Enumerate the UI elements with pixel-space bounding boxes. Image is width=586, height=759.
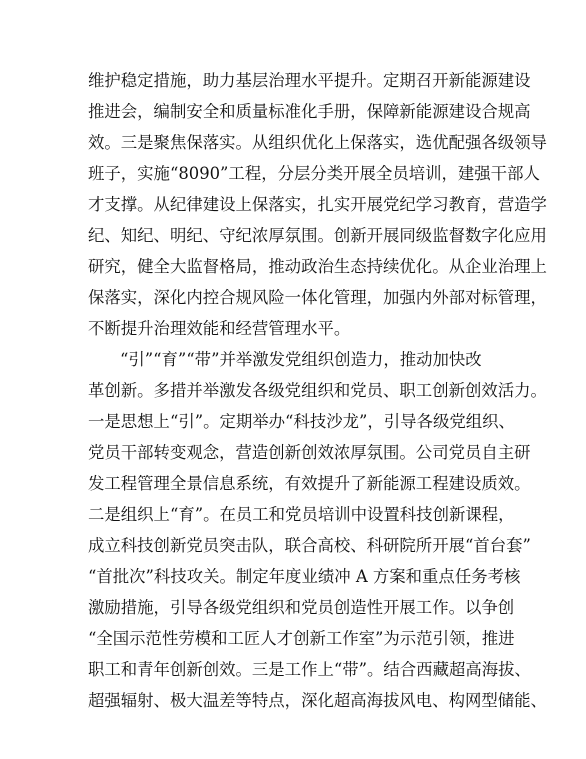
paragraph-line: 超强辐射、极大温差等特点，深化超高海拔风电、构网型储能、 [88, 691, 547, 710]
paragraph-line: 维护稳定措施，助力基层治理水平提升。定期召开新能源建设 [88, 71, 531, 90]
paragraph-line: 效。三是聚焦保落实。从组织优化上保落实，选优配强各级领导 [88, 133, 547, 152]
paragraph-line: “全国示范性劳模和工匠人才创新工作室”为示范引领，推进 [88, 629, 515, 648]
paragraph-line: 班子，实施“8090”工程，分层分类开展全员培训，建强干部人 [88, 164, 540, 183]
paragraph-line: 保落实，深化内控合规风险一体化管理，加强内外部对标管理， [88, 288, 547, 307]
paragraph-line: 党员干部转变观念，营造创新创效浓厚氛围。公司党员自主研 [88, 443, 531, 462]
paragraph-first-line: “引”“育”“带”并举激发党组织创造力，推动加快改 [120, 350, 482, 369]
paragraph-line: 纪、知纪、明纪、守纪浓厚氛围。创新开展同级监督数字化应用 [88, 226, 547, 245]
paragraph-line: 发工程管理全景信息系统，有效提升了新能源工程建设质效。 [88, 474, 531, 493]
paragraph-line: 革创新。多措并举激发各级党组织和党员、职工创新创效活力。 [88, 381, 547, 400]
paragraph-line: 不断提升治理效能和经营管理水平。 [88, 319, 351, 338]
paragraph-line: 二是组织上“育”。在员工和党员培训中设置科技创新课程， [88, 505, 515, 524]
paragraph-line: 职工和青年创新创效。三是工作上“带”。结合西藏超高海拔、 [88, 660, 531, 679]
paragraph-line: 一是思想上“引”。定期举办“科技沙龙”，引导各级党组织、 [88, 412, 515, 431]
paragraph-line: 激励措施，引导各级党组织和党员创造性开展工作。以争创 [88, 598, 515, 617]
paragraph-line: 才支撑。从纪律建设上保落实，扎实开展党纪学习教育，营造学 [88, 195, 547, 214]
paragraph-line: 研究，健全大监督格局，推动政治生态持续优化。从企业治理上 [88, 257, 547, 276]
paragraph-line: “首批次”科技攻关。制定年度业绩冲 A 方案和重点任务考核 [88, 567, 521, 586]
paragraph-line: 成立科技创新党员突击队，联合高校、科研院所开展“首台套” [88, 536, 531, 555]
paragraph-line: 推进会，编制安全和质量标准化手册，保障新能源建设合规高 [88, 102, 531, 121]
